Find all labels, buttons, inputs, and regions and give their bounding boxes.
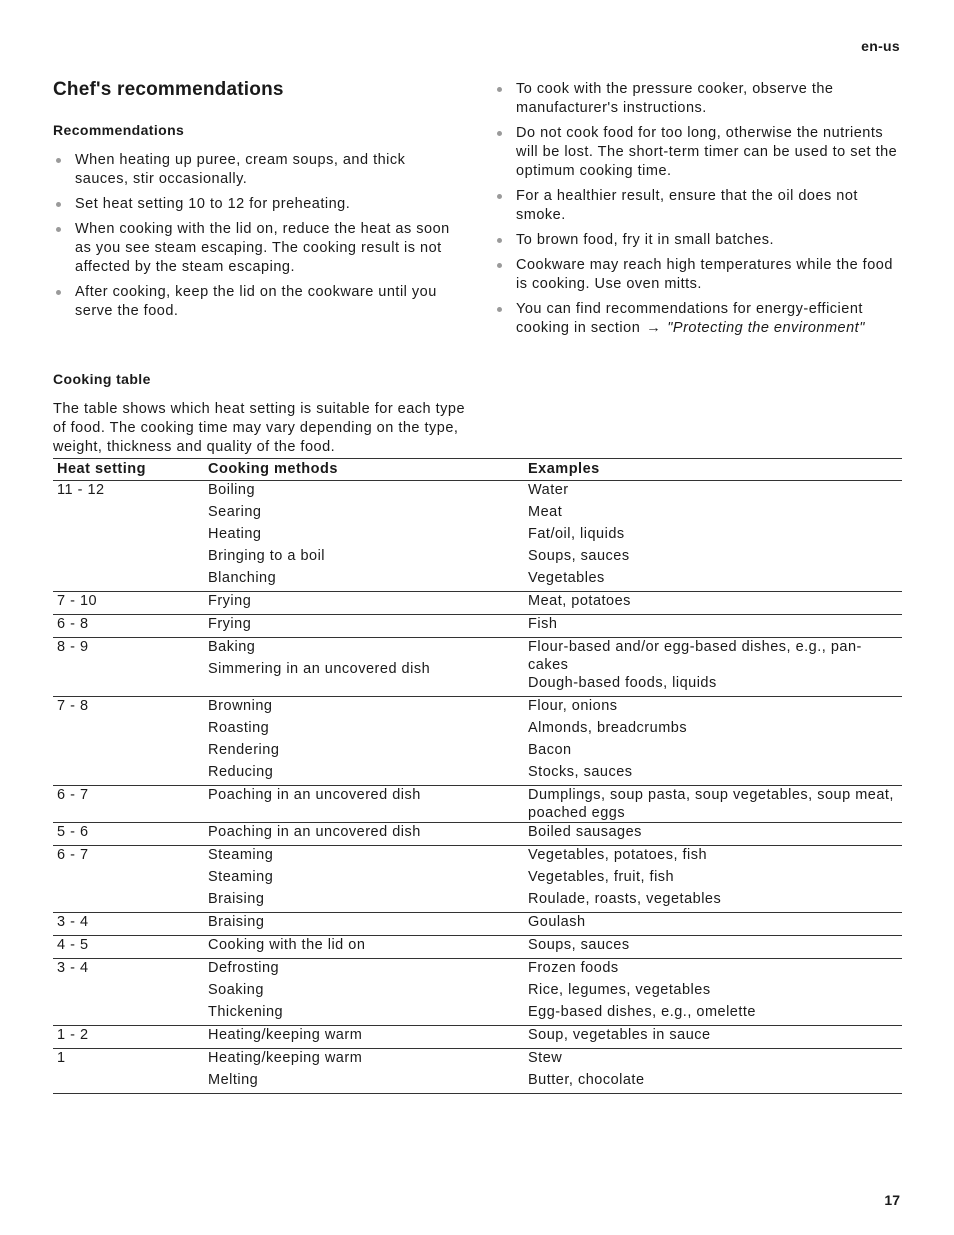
cooking-method: Poaching in an uncovered dish (208, 787, 421, 803)
example: Stew (528, 1050, 563, 1066)
example: Rice, legumes, vegetables (528, 982, 711, 998)
cooking-methods-cell (204, 913, 524, 936)
cooking-method: Steaming (208, 847, 274, 863)
heat-setting-value: 1 - 2 (57, 1027, 89, 1043)
recommendations-list-left (53, 151, 463, 327)
recommendations-list-right (494, 80, 904, 344)
cooking-table-intro: The table shows which heat setting is suitable for each type of food. The cooking time may vary depending on the type, weight, thickness and quality of the food. (53, 401, 466, 455)
heat-setting-cell (53, 913, 204, 936)
example: Roulade, roasts, vegetables (528, 891, 722, 907)
heat-setting-value: 6 - 7 (57, 847, 89, 863)
heat-setting-cell (53, 697, 204, 786)
table-row (53, 846, 902, 913)
recommendations-heading: Recommendations (53, 122, 185, 138)
table-row (53, 786, 902, 823)
examples-cell (524, 697, 902, 786)
example: Flour-based and/or egg-based dishes, e.g., pan-cakes (528, 639, 862, 673)
cooking-methods-cell (204, 786, 524, 823)
cooking-methods-cell (204, 823, 524, 846)
heat-setting-cell (53, 592, 204, 615)
example: Soup, vegetables in sauce (528, 1027, 711, 1043)
section-reference-link[interactable]: "Protecting the environment" (667, 320, 865, 336)
example: Dough-based foods, liquids (528, 675, 717, 691)
example: Flour, onions (528, 698, 618, 714)
example: Dumplings, soup pasta, soup vegetables, soup meat, poached eggs (528, 787, 894, 821)
heat-setting-value: 8 - 9 (57, 639, 89, 655)
heat-setting-cell (53, 823, 204, 846)
examples-cell (524, 936, 902, 959)
heat-setting-value: 7 - 8 (57, 698, 89, 714)
cooking-methods-cell (204, 481, 524, 592)
heat-setting-value: 7 - 10 (57, 593, 98, 609)
example: Meat (528, 504, 563, 520)
cooking-method: Heating/keeping warm (208, 1027, 363, 1043)
cooking-methods-cell (204, 615, 524, 638)
example: Bacon (528, 742, 572, 758)
list-item: After cooking, keep the lid on the cookware until you serve the food. (53, 283, 463, 321)
heat-setting-cell (53, 936, 204, 959)
example: Vegetables (528, 570, 605, 586)
examples-cell (524, 1026, 902, 1049)
table-row (53, 913, 902, 936)
heat-setting-value: 4 - 5 (57, 937, 89, 953)
cooking-method: Defrosting (208, 960, 280, 976)
list-item: When cooking with the lid on, reduce the heat as soon as you see steam escaping. The cooking result is not affected by the steam escaping. (53, 220, 463, 277)
table-row (53, 615, 902, 638)
table-row (53, 1049, 902, 1094)
example: Stocks, sauces (528, 764, 633, 780)
example: Boiled sausages (528, 824, 642, 840)
cooking-method: Rendering (208, 742, 280, 758)
column-header-cooking-methods: Cooking methods (204, 459, 524, 481)
cooking-method: Browning (208, 698, 273, 714)
heat-setting-cell (53, 1026, 204, 1049)
cooking-methods-cell (204, 697, 524, 786)
heat-setting-cell (53, 786, 204, 823)
table-row (53, 936, 902, 959)
table-row (53, 1026, 902, 1049)
cooking-method: Reducing (208, 764, 274, 780)
list-item: Cookware may reach high temperatures while the food is cooking. Use oven mitts. (494, 256, 904, 294)
examples-cell (524, 823, 902, 846)
examples-cell (524, 846, 902, 913)
example: Goulash (528, 914, 586, 930)
table-header-row (53, 459, 902, 481)
cooking-method: Frying (208, 593, 252, 609)
example: Butter, chocolate (528, 1072, 645, 1088)
cooking-method: Boiling (208, 482, 256, 498)
heat-setting-cell (53, 846, 204, 913)
cooking-table-heading: Cooking table (53, 371, 151, 387)
example: Fat/oil, liquids (528, 526, 625, 542)
list-item: For a healthier result, ensure that the oil does not smoke. (494, 187, 904, 225)
examples-cell (524, 481, 902, 592)
heat-setting-cell (53, 1049, 204, 1094)
cooking-method: Roasting (208, 720, 270, 736)
heat-setting-value: 3 - 4 (57, 960, 89, 976)
list-item-energy (494, 300, 904, 338)
examples-cell (524, 1049, 902, 1094)
example: Egg-based dishes, e.g., omelette (528, 1004, 756, 1020)
table-row (53, 959, 902, 1026)
examples-cell (524, 913, 902, 936)
cooking-method: Braising (208, 891, 265, 907)
cooking-method: Poaching in an uncovered dish (208, 824, 421, 840)
list-item: Do not cook food for too long, otherwise the nutrients will be lost. The short-term timer can be used to set the optimum cooking time. (494, 124, 904, 181)
example: Water (528, 482, 569, 498)
cooking-method: Simmering in an uncovered dish (208, 661, 431, 677)
cooking-methods-cell (204, 1026, 524, 1049)
column-header-heat-setting: Heat setting (53, 459, 204, 481)
cooking-methods-cell (204, 592, 524, 615)
table-row (53, 638, 902, 697)
list-item: Set heat setting 10 to 12 for preheating. (53, 195, 463, 214)
example: Almonds, breadcrumbs (528, 720, 688, 736)
list-item: To brown food, fry it in small batches. (494, 231, 904, 250)
examples-cell (524, 638, 902, 697)
cooking-method: Soaking (208, 982, 264, 998)
examples-cell (524, 786, 902, 823)
cooking-method: Heating (208, 526, 262, 542)
language-code: en-us (861, 38, 900, 54)
heat-setting-value: 11 - 12 (57, 482, 105, 498)
cooking-method: Thickening (208, 1004, 284, 1020)
table-row (53, 481, 902, 592)
cooking-method: Frying (208, 616, 252, 632)
example: Soups, sauces (528, 937, 630, 953)
cooking-methods-cell (204, 1049, 524, 1094)
heat-setting-value: 6 - 8 (57, 616, 89, 632)
example: Meat, potatoes (528, 593, 631, 609)
cooking-method: Bringing to a boil (208, 548, 326, 564)
heat-setting-value: 1 (57, 1050, 66, 1066)
cooking-method: Heating/keeping warm (208, 1050, 363, 1066)
list-item: To cook with the pressure cooker, observe the manufacturer's instructions. (494, 80, 904, 118)
cooking-method: Baking (208, 639, 256, 655)
heat-setting-cell (53, 959, 204, 1026)
heat-setting-cell (53, 638, 204, 697)
cooking-method: Braising (208, 914, 265, 930)
cooking-method: Steaming (208, 869, 274, 885)
cooking-method: Melting (208, 1072, 259, 1088)
page-title: Chef's recommendations (53, 79, 284, 100)
energy-text: You can find recommendations for energy-efficient cooking in section (516, 301, 863, 336)
example: Soups, sauces (528, 548, 630, 564)
table-row (53, 823, 902, 846)
example: Fish (528, 616, 558, 632)
example: Vegetables, fruit, fish (528, 869, 675, 885)
cooking-methods-cell (204, 936, 524, 959)
examples-cell (524, 615, 902, 638)
examples-cell (524, 592, 902, 615)
cooking-methods-cell (204, 846, 524, 913)
heat-setting-cell (53, 481, 204, 592)
heat-setting-value: 3 - 4 (57, 914, 89, 930)
table-row (53, 592, 902, 615)
cooking-method: Blanching (208, 570, 277, 586)
heat-setting-value: 6 - 7 (57, 787, 89, 803)
cooking-methods-cell (204, 638, 524, 697)
list-item: When heating up puree, cream soups, and thick sauces, stir occasionally. (53, 151, 463, 189)
heat-setting-value: 5 - 6 (57, 824, 89, 840)
arrow-right-icon: → (646, 320, 662, 336)
cooking-table (53, 458, 902, 1094)
example: Frozen foods (528, 960, 619, 976)
cooking-method: Cooking with the lid on (208, 937, 366, 953)
cooking-method: Searing (208, 504, 262, 520)
cooking-methods-cell (204, 959, 524, 1026)
heat-setting-cell (53, 615, 204, 638)
column-header-examples: Examples (524, 459, 902, 481)
table-row (53, 697, 902, 786)
examples-cell (524, 959, 902, 1026)
example: Vegetables, potatoes, fish (528, 847, 708, 863)
page-number: 17 (884, 1192, 900, 1208)
table-body (53, 481, 902, 1094)
